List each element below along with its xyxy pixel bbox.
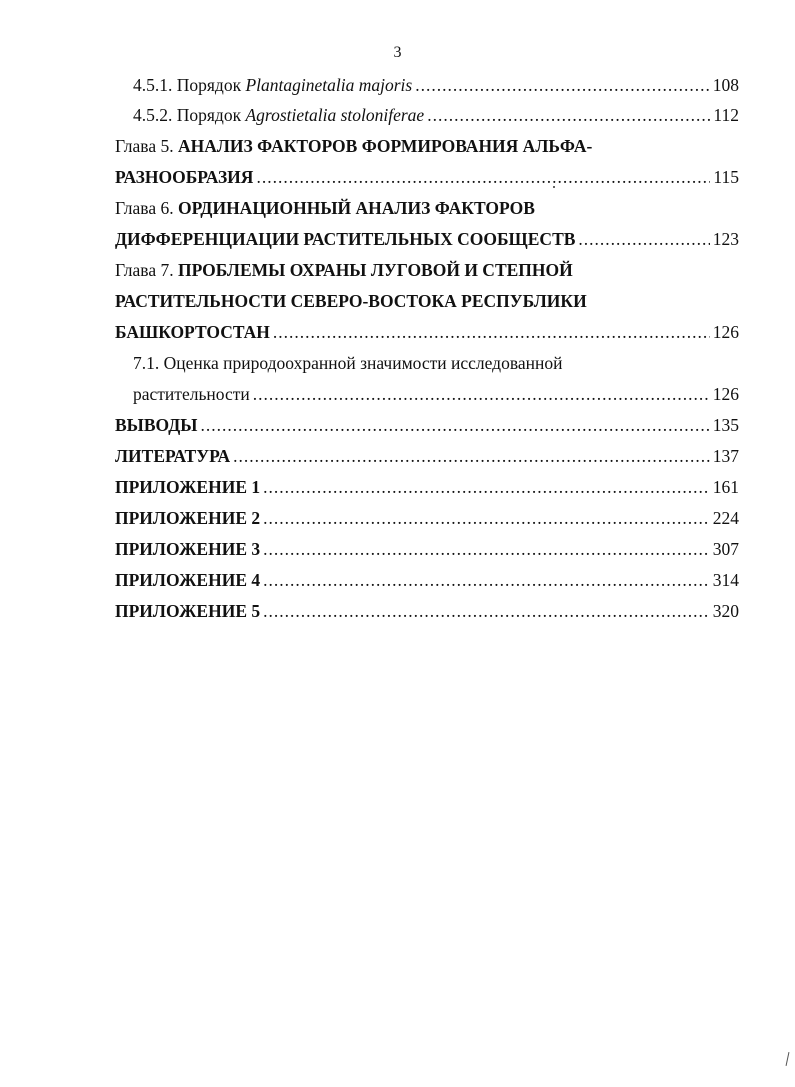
- toc-page-number: 135: [712, 415, 739, 435]
- toc-page-number: 320: [712, 601, 739, 621]
- toc-chapter-6-heading[interactable]: Глава 6. ОРДИНАЦИОННЫЙ АНАЛИЗ ФАКТОРОВ: [115, 198, 535, 218]
- toc-entry-label: ПРИЛОЖЕНИЕ 3: [115, 539, 261, 559]
- toc-entry-conclusions[interactable]: [115, 410, 739, 440]
- toc-entry-label: растительности: [133, 384, 250, 404]
- dot-leader: [263, 596, 710, 626]
- page-number: 3: [393, 44, 402, 61]
- toc-entry-chapter-7[interactable]: [115, 317, 739, 347]
- toc-chapter-7-heading-cont: РАСТИТЕЛЬНОСТИ СЕВЕРО-ВОСТОКА РЕСПУБЛИКИ: [115, 291, 587, 311]
- toc-entry-4-5-1[interactable]: [133, 70, 739, 100]
- dot-leader: [263, 565, 710, 595]
- dot-leader: [263, 503, 710, 533]
- toc-entry-7-1[interactable]: [133, 379, 739, 409]
- toc-entry-literature[interactable]: [115, 441, 739, 471]
- toc-page-number: 224: [712, 508, 739, 528]
- toc-page-number: 115: [713, 167, 739, 187]
- toc-entry-appendix-2[interactable]: [115, 503, 739, 533]
- toc-page-number: 314: [712, 570, 739, 590]
- dot-leader: [578, 224, 709, 254]
- toc-page-number: 137: [712, 446, 739, 466]
- dot-leader: [253, 379, 710, 409]
- toc-entry-appendix-3[interactable]: [115, 534, 739, 564]
- toc-page-number: 126: [712, 384, 739, 404]
- toc-entry-appendix-5[interactable]: [115, 596, 739, 626]
- dot-leader: [427, 100, 710, 130]
- scan-speck: [553, 186, 555, 188]
- toc-entry-appendix-4[interactable]: [115, 565, 739, 595]
- dot-leader: [263, 534, 710, 564]
- toc-entry-label: ДИФФЕРЕНЦИАЦИИ РАСТИТЕЛЬНЫХ СООБЩЕСТВ: [115, 229, 576, 249]
- toc-chapter-7-heading[interactable]: Глава 7. ПРОБЛЕМЫ ОХРАНЫ ЛУГОВОЙ И СТЕПНОЙ: [115, 260, 573, 280]
- dot-leader: [273, 317, 710, 347]
- toc-entry-label: РАЗНООБРАЗИЯ: [115, 167, 254, 187]
- toc-page-number: 126: [712, 322, 739, 342]
- toc-entry-label: 4.5.2. Порядок Agrostietalia stoloniferae: [133, 105, 425, 125]
- toc-page-number: 307: [712, 539, 739, 559]
- toc-entry-label: 4.5.1. Порядок Plantaginetalia majoris: [133, 75, 413, 95]
- toc-page-number: 161: [712, 477, 739, 497]
- dot-leader: [233, 441, 710, 471]
- toc-entry-chapter-6[interactable]: [115, 224, 739, 254]
- toc-entry-label: БАШКОРТОСТАН: [115, 322, 270, 342]
- toc-chapter-5-heading[interactable]: Глава 5. АНАЛИЗ ФАКТОРОВ ФОРМИРОВАНИЯ АЛЬФА-: [115, 136, 593, 156]
- dot-leader: [263, 472, 710, 502]
- toc-entry-appendix-1[interactable]: [115, 472, 739, 502]
- toc-entry-label: ЛИТЕРАТУРА: [115, 446, 231, 466]
- toc-page-number: 112: [713, 105, 739, 125]
- toc-section-7-1-heading[interactable]: 7.1. Оценка природоохранной значимости исследованной: [133, 353, 563, 373]
- toc-entry-label: ПРИЛОЖЕНИЕ 1: [115, 477, 261, 497]
- toc-entry-label: ВЫВОДЫ: [115, 415, 198, 435]
- dot-leader: [201, 410, 710, 440]
- toc-page-number: 108: [712, 75, 739, 95]
- toc-entry-label: ПРИЛОЖЕНИЕ 2: [115, 508, 261, 528]
- toc-page-number: 123: [712, 229, 739, 249]
- scan-mark: [786, 1052, 790, 1066]
- dot-leader: [415, 70, 710, 100]
- toc-entry-chapter-5[interactable]: [115, 162, 739, 192]
- toc-entry-4-5-2[interactable]: [133, 100, 739, 130]
- dot-leader: [256, 162, 710, 192]
- toc-entry-label: ПРИЛОЖЕНИЕ 4: [115, 570, 261, 590]
- toc-entry-label: ПРИЛОЖЕНИЕ 5: [115, 601, 261, 621]
